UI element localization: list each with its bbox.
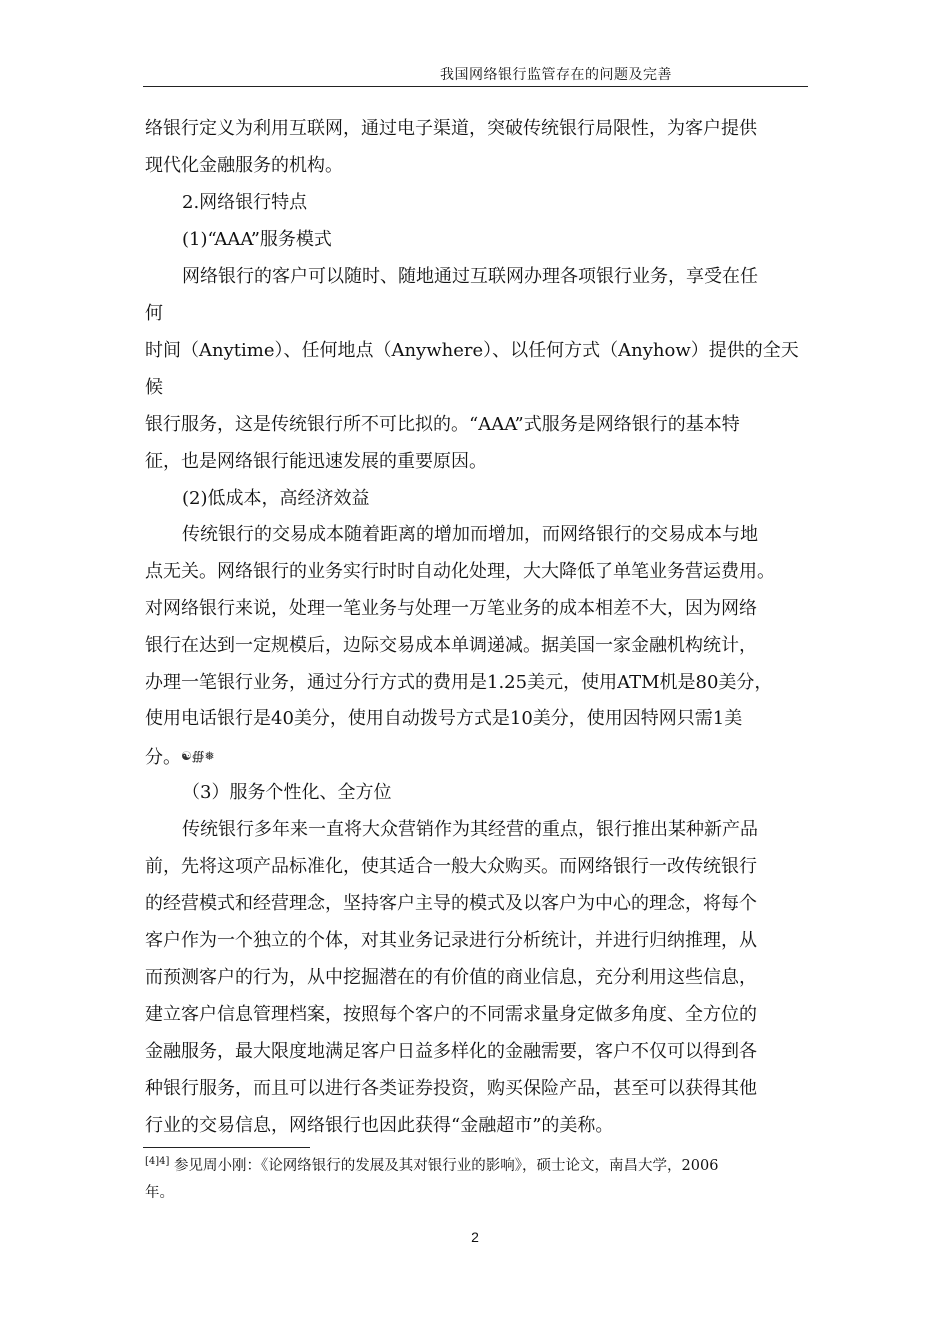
text-line: 使用电话银行是40美分，使用自动拨号方式是10美分，使用因特网只需1美 [145, 708, 743, 729]
text-line-with-citation [145, 745, 215, 769]
header-rule [143, 86, 808, 87]
text-line: 点无关。网络银行的业务实行时时自动化处理，大大降低了单笔业务营运费用。 [145, 561, 775, 582]
text-line: 种银行服务，而且可以进行各类证券投资，购买保险产品，甚至可以获得其他 [145, 1078, 757, 1099]
text-line: 而预测客户的行为，从中挖掘潜在的有价值的商业信息，充分利用这些信息， [145, 967, 757, 988]
text-line: 候 [145, 377, 163, 398]
running-header: 我国网络银行监管存在的问题及完善 [440, 67, 672, 83]
footnote-text: 参见周小刚：《论网络银行的发展及其对银行业的影响》，硕士论文，南昌大学，2006 [174, 1158, 719, 1174]
text-line: 金融服务，最大限度地满足客户日益多样化的金融需要，客户不仅可以得到各 [145, 1041, 757, 1062]
text-line: 行业的交易信息，网络银行也因此获得“金融超市”的美称。 [145, 1115, 614, 1136]
text-fragment: 分。 [145, 747, 181, 768]
text-line: 银行在达到一定规模后，边际交易成本单调递减。据美国一家金融机构统计， [145, 635, 757, 656]
text-line: 络银行定义为利用互联网，通过电子渠道，突破传统银行局限性，为客户提供 [145, 118, 757, 139]
text-line: 办理一笔银行业务，通过分行方式的费用是1.25美元，使用ATM机是80美分， [145, 672, 773, 693]
text-line: 的经营模式和经营理念，坚持客户主导的模式及以客户为中心的理念，将每个 [145, 893, 757, 914]
text-line: 对网络银行来说，处理一笔业务与处理一万笔业务的成本相差不大，因为网络 [145, 598, 757, 619]
page-number: 2 [471, 1229, 479, 1245]
footnote-line [145, 1157, 718, 1175]
text-line: 客户作为一个独立的个体，对其业务记录进行分析统计，并进行归纳推理，从 [145, 930, 757, 951]
subsection-heading: (2)低成本，高经济效益 [182, 488, 370, 509]
footnote-separator [143, 1147, 310, 1148]
text-line: 征，也是网络银行能迅速发展的重要原因。 [145, 451, 487, 472]
text-line: 银行服务，这是传统银行所不可比拟的。“AAA”式服务是网络银行的基本特 [145, 414, 740, 435]
text-line: 建立客户信息管理档案，按照每个客户的不同需求量身定做多角度、全方位的 [145, 1004, 757, 1025]
subsection-heading: （3）服务个性化、全方位 [182, 782, 392, 803]
text-line: 前，先将这项产品标准化，使其适合一般大众购买。而网络银行一改传统银行 [145, 856, 757, 877]
text-line: 传统银行多年来一直将大众营销作为其经营的重点，银行推出某种新产品 [182, 819, 758, 840]
footnote-marker: [4]4] [145, 1156, 170, 1168]
text-line: 何 [145, 303, 163, 324]
footnote-line: 年。 [145, 1185, 174, 1201]
section-heading: 2.网络银行特点 [182, 192, 308, 213]
subsection-heading: (1)“AAA”服务模式 [182, 229, 332, 250]
text-line: 时间（Anytime）、任何地点（Anywhere）、以任何方式（Anyhow）提供的全天 [145, 340, 799, 361]
text-line: 网络银行的客户可以随时、随地通过互联网办理各项银行业务，享受在任 [182, 266, 758, 287]
text-line: 现代化金融服务的机构。 [145, 155, 343, 176]
citation-mark: ☯∰❅ [181, 749, 215, 763]
text-line: 传统银行的交易成本随着距离的增加而增加，而网络银行的交易成本与地 [182, 524, 758, 545]
